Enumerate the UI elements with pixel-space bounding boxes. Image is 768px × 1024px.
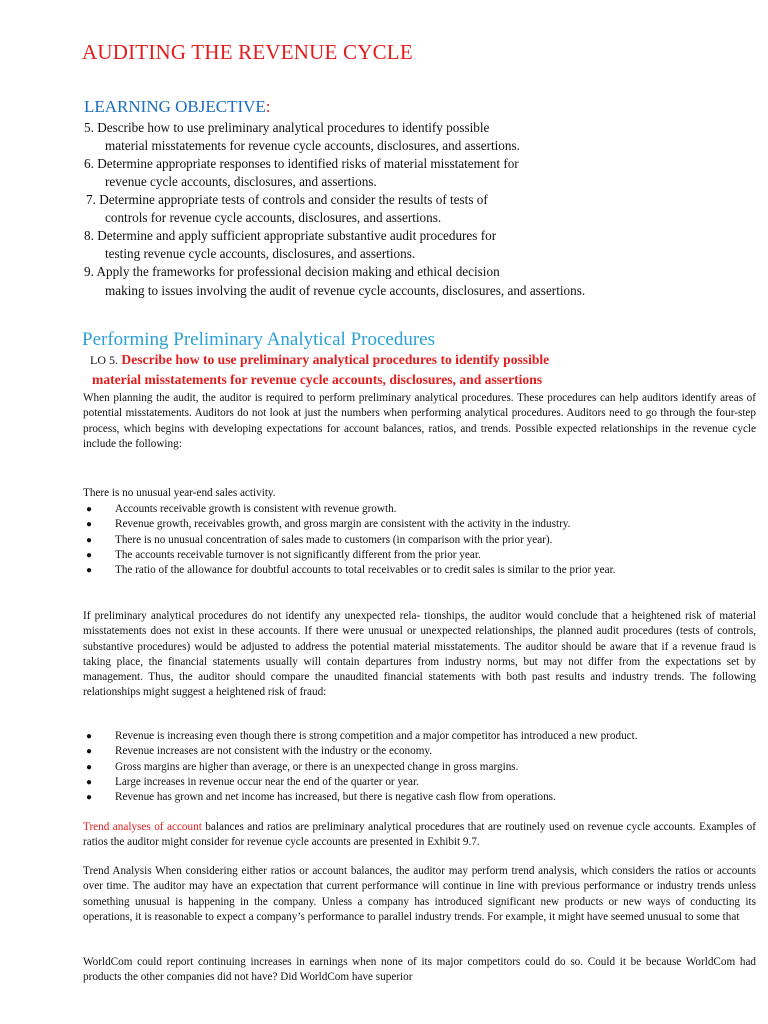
paragraph-intro: There is no unusual year-end sales activity. <box>83 487 276 499</box>
trend-analyses-rest: balances and ratios are preliminary analytical procedures that are routinely used on revenue cycle accounts. Examples of ratios the auditor might consider for revenue cycle accounts are presented in Exhibit 9.7. <box>83 821 756 849</box>
bullet-icon: ● <box>86 731 93 742</box>
list-item <box>83 775 756 790</box>
bullet-icon: ● <box>86 519 93 531</box>
fraud-relationships-list <box>83 729 756 805</box>
bullet-icon: ● <box>86 549 93 561</box>
objective-line: 7. Determine appropriate tests of controls and consider the results of tests of <box>86 192 488 207</box>
section-heading: Performing Preliminary Analytical Procedures <box>82 329 435 350</box>
objective-line: material misstatements for revenue cycle accounts, disclosures, and assertions. <box>105 138 520 153</box>
paragraph-worldcom: WorldCom could report continuing increases in earnings when none of its major competitors could do so. Could it be because WorldCom had products the other companies did not have? Did WorldCom have superior <box>83 956 756 984</box>
list-item <box>83 760 756 775</box>
list-item <box>83 744 756 759</box>
list-item <box>83 517 756 532</box>
list-item-text: Revenue increases are not consistent with the industry or the economy. <box>115 745 433 758</box>
bullet-icon: ● <box>86 565 93 577</box>
list-item <box>83 548 756 563</box>
list-item <box>83 533 756 548</box>
list-item-text: Accounts receivable growth is consistent with revenue growth. <box>115 503 397 515</box>
list-item-text: Revenue has grown and net income has increased, but there is negative cash flow from operations. <box>115 791 556 804</box>
list-item-text: Revenue growth, receivables growth, and gross margin are consistent with the activity in the industry. <box>115 518 571 531</box>
bullet-icon: ● <box>86 776 93 788</box>
objective-line: 8. Determine and apply sufficient appropriate substantive audit procedures for <box>84 228 497 243</box>
objective-line: making to issues involving the audit of revenue cycle accounts, disclosures, and assertions. <box>105 283 586 298</box>
expected-relationships-list <box>83 502 756 578</box>
document-title: AUDITING THE REVENUE CYCLE <box>82 40 413 64</box>
lo5-line-2: material misstatements for revenue cycle accounts, disclosures, and assertions <box>92 372 543 387</box>
list-item <box>83 502 756 517</box>
list-item <box>83 729 756 744</box>
objective-line: revenue cycle accounts, disclosures, and assertions. <box>105 174 377 189</box>
bullet-icon: ● <box>86 792 93 804</box>
lo5-line-1 <box>90 352 549 368</box>
objective-line: testing revenue cycle accounts, disclosures, and assertions. <box>105 246 416 261</box>
list-item-text: There is no unusual concentration of sales made to customers (in comparison with the prior year). <box>115 533 553 546</box>
bullet-icon: ● <box>86 534 93 546</box>
objective-line: 9. Apply the frameworks for professional decision making and ethical decision <box>84 264 500 279</box>
paragraph-trend-analysis: Trend Analysis When considering either ratios or account balances, the auditor may perform trend analysis, which considers the ratios or accounts over time. The auditor may have an expectation that current performance will continue in line with previous performance or industry trends unless something unusual is happening in the company. Unless a company has introduced significant new products or new ways of conducting its operations, it is reasonable to expect a company’s performance to parallel industry trends. For example, it might have seemed unusual to some that <box>83 865 756 923</box>
learning-objective-heading <box>84 97 271 117</box>
list-item-text: Revenue is increasing even though there is strong competition and a major competitor has introduced a new product. <box>115 730 638 742</box>
bullet-icon: ● <box>86 504 93 515</box>
trend-analyses-lead: Trend analyses of account <box>83 821 202 833</box>
list-item-text: Gross margins are higher than average, or there is an unexpected change in gross margins. <box>115 760 519 773</box>
bullet-icon: ● <box>86 746 93 758</box>
learning-objective-label: LEARNING OBJECTIVE <box>84 97 266 116</box>
list-item-text: The accounts receivable turnover is not significantly different from the prior year. <box>115 548 481 561</box>
paragraph-trend-analyses <box>83 820 756 851</box>
objective-line: 5. Describe how to use preliminary analytical procedures to identify possible <box>84 120 490 135</box>
list-item-text: The ratio of the allowance for doubtful accounts to total receivables or to credit sales is similar to the prior year. <box>115 564 616 577</box>
objective-line: 6. Determine appropriate responses to identified risks of material misstatement for <box>84 156 519 171</box>
lo5-text: Describe how to use preliminary analytical procedures to identify possible <box>118 352 550 367</box>
learning-objective-colon: : <box>265 97 271 116</box>
list-item <box>83 563 756 578</box>
objective-line: controls for revenue cycle accounts, disclosures, and assertions. <box>105 210 442 225</box>
bullet-icon: ● <box>86 761 93 773</box>
lo5-tag: LO 5. <box>90 353 118 367</box>
paragraph-planning: When planning the audit, the auditor is required to perform preliminary analytical procedures. These procedures can help auditors identify areas of potential misstatements. Auditors do not look at just the numbers when performing analytical procedures. Auditors need to go through the four-step process, which begins with developing expectations for account balances, ratios, and trends. Possible expected relationships in the revenue cycle include the following: <box>83 392 756 450</box>
paragraph-fraud-risk: If preliminary analytical procedures do not identify any unexpected rela- tionships, the auditor would conclude that a heightened risk of material misstatements does not exist in these accounts. If there were unusual or unexpected relationships, the planned audit procedures (tests of controls, substantive procedures) would be adjusted to address the potential material misstatements. The auditor should be aware that if a revenue fraud is taking place, the financial statements usually will contain departures from industry norms, but may not differ from the expectations set by management. Thus, the auditor should compare the unaudited financial statements with both past results and industry trends. The following relationships might suggest a heightened risk of fraud: <box>83 610 756 699</box>
list-item-text: Large increases in revenue occur near the end of the quarter or year. <box>115 775 419 788</box>
list-item <box>83 790 756 805</box>
